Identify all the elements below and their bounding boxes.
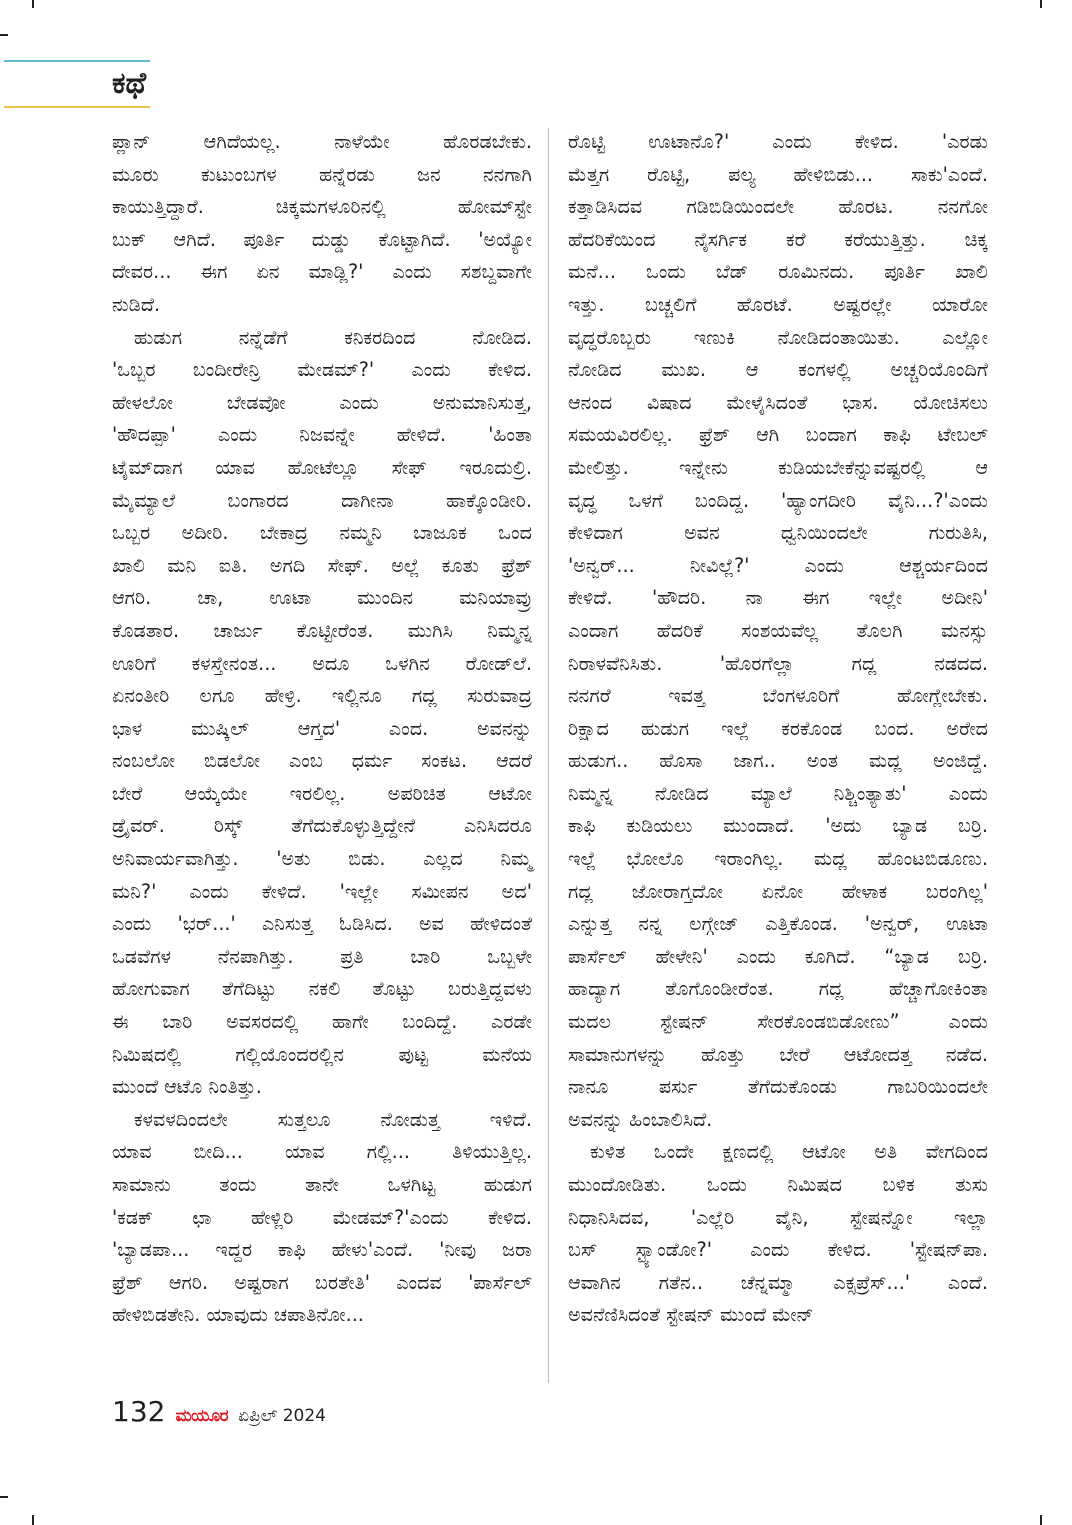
article-line: ಫ್ರೆಶ್ ಆಗರಿ. ಅಷ್ಟರಾಗ ಬರತೇತಿ' ಎಂದವ 'ಪಾರ್ಸೆಲ್ [112, 1270, 532, 1294]
article-line: ಗದ್ಲ ಜೋರಾಗ್ತದೋ ಏನೋ ಹೇಳಾಕ ಬರಂಗಿಲ್ಲ' [568, 879, 988, 903]
page-footer [112, 1392, 326, 1432]
article-line: ಮೂರು ಕುಟುಂಬಗಳ ಹನ್ನೆರಡು ಜನ ನನಗಾಗಿ [112, 162, 532, 186]
article-line: ಸಾಮಾನುಗಳನ್ನು ಹೊತ್ತು ಬೇರೆ ಆಟೋದತ್ತ ನಡೆದ. [568, 1042, 988, 1066]
article-line: ಈ ಬಾರಿ ಅವಸರದಲ್ಲಿ ಹಾಗೇ ಬಂದಿದ್ದೆ. ಎರಡೇ [112, 1010, 532, 1034]
crop-mark [0, 34, 8, 36]
article-line: ಹೇಳಲೋ ಬೇಡವೋ ಎಂದು ಅನುಮಾನಿಸುತ್ತ, [112, 390, 532, 414]
column-divider [548, 128, 549, 1383]
article-line: ವೃದ್ಧರೊಬ್ಬರು ಇಣುಕಿ ನೋಡಿದಂತಾಯಿತು. ಎಲ್ಲೋ [568, 325, 988, 349]
article-line: ಎಂದಾಗ ಹೆದರಿಕೆ ಸಂಶಯವೆಲ್ಲ ತೊಲಗಿ ಮನಸ್ಸು [568, 618, 988, 642]
article-line: ಪಾರ್ಸೆಲ್ ಹೇಳೇನಿ' ಎಂದು ಕೂಗಿದೆ. “ಬ್ಯಾಡ ಬರ್ರಿ. [568, 944, 988, 968]
article-line: ಹೋಗುವಾಗ ತೆಗೆದಿಟ್ಟು ನಕಲಿ ತೊಟ್ಟು ಬರುತ್ತಿದ್ದವಳು [112, 977, 532, 1001]
article-column-left [112, 126, 532, 1332]
article-line: ನುಡಿದೆ. [112, 292, 161, 316]
article-line: ಮೇಲಿತ್ತು. ಇನ್ನೇನು ಕುಡಿಯಬೇಕೆನ್ನುವಷ್ಟರಲ್ಲಿ ಆ [568, 455, 988, 479]
article-line: ಮದಲ ಸ್ಟೇಷನ್ ಸೇರಕೊಂಡಬಿಡೋಣು” ಎಂದು [568, 1010, 988, 1034]
article-line: ಹೆದರಿಕೆಯಿಂದ ನೈಸರ್ಗಿಕ ಕರೆ ಕರೆಯುತ್ತಿತ್ತು. ಚಿಕ್ಕ [568, 227, 988, 251]
article-line: 'ಒಬ್ಬರ ಬಂದೀರೇನ್ರಿ ಮೇಡಮ್?' ಎಂದು ಕೇಳಿದ. [112, 358, 532, 382]
article-line: ಒಡವೆಗಳ ನೆನಪಾಗಿತ್ತು. ಪ್ರತಿ ಬಾರಿ ಒಬ್ಬಳೇ [112, 944, 532, 968]
article-line: ಕತ್ತಾಡಿಸಿದವ ಗಡಿಬಿಡಿಯಿಂದಲೇ ಹೊರಟ. ನನಗೋ [568, 195, 988, 219]
article-line: ನಿರಾಳವೆನಿಸಿತು. 'ಹೊರಗೆಲ್ಲಾ ಗದ್ಲ ನಡದದ. [568, 651, 988, 675]
article-line: ಯಾವ ಬೀದಿ... ಯಾವ ಗಲ್ಲಿ... ತಿಳಿಯುತ್ತಿಲ್ಲ. [112, 1140, 532, 1164]
crop-mark [1040, 0, 1042, 8]
article-line: ಮನೆ... ಒಂದು ಬೆಡ್ ರೂಮಿನದು. ಪೂರ್ತಿ ಖಾಲಿ [568, 260, 988, 284]
article-line: ಮುಂದೋಡಿತು. ಒಂದು ನಿಮಿಷದ ಬಳಿಕ ತುಸು [568, 1173, 988, 1196]
article-line: ಮೆತ್ತಗ ರೊಟ್ಟಿ, ಪಲ್ಯ ಹೇಳಿಬಿಡು... ಸಾಕು'ಎಂದೆ. [568, 162, 988, 186]
article-line: 'ಕಡಕ್ ಛಾ ಹೇಳ್ಲಿರಿ ಮೇಡಮ್?'ಎಂದು ಕೇಳಿದ. [112, 1205, 532, 1229]
article-line: ಕಳವಳದಿಂದಲೇ ಸುತ್ತಲೂ ನೋಡುತ್ತ ಇಳಿದೆ. [134, 1107, 532, 1131]
article-line: ಕೇಳಿದೆ. 'ಹೌದರಿ. ನಾ ಈಗ ಇಲ್ಲೇ ಅದೀನಿ' [568, 586, 988, 610]
article-line: ಡ್ರೈವರ್. ರಿಸ್ಕ್ ತೆಗೆದುಕೊಳ್ಳುತ್ತಿದ್ದೇನೆ ಎನಿಸಿದರೂ [112, 814, 532, 838]
article-line: ನಿಮ್ಮನ್ನ ನೋಡಿದ ಮ್ಯಾಲೆ ನಿಶ್ಚಿಂತ್ಯಾತು' ಎಂದು [568, 781, 988, 805]
article-line: ನನಗರೆ ಇವತ್ತ ಬೆಂಗಳೂರಿಗೆ ಹೋಗ್ಲೇಬೇಕು. [568, 684, 988, 708]
article-line: ಬೇರೆ ಆಯ್ಕೆಯೇ ಇರಲಿಲ್ಲ. ಅಪರಿಚಿತ ಆಟೋ [112, 781, 532, 805]
article-line: ಇತ್ತು. ಬಚ್ಚಲಿಗೆ ಹೊರಟೆ. ಅಷ್ಟರಲ್ಲೇ ಯಾರೋ [568, 292, 988, 316]
article-line: ಎನ್ನುತ್ತ ನನ್ನ ಲಗ್ಗೇಜ್ ಎತ್ತಿಕೊಂಡ. 'ಅನ್ವರ್, ಊಟಾ [568, 912, 988, 936]
article-line: ಅವನೆಣಿಸಿದಂತೆ ಸ್ಟೇಷನ್ ಮುಂದೆ ಮೇನ್ [568, 1303, 814, 1327]
article-line: ಕೊಡತಾರ. ಚಾರ್ಜು ಕೊಟ್ಟೀರೆಂತ. ಮುಗಿಸಿ ನಿಮ್ಮನ್ನ [112, 618, 532, 642]
crop-mark [32, 0, 34, 8]
article-line: ಒಬ್ಬರ ಅದೀರಿ. ಬೇಕಾದ್ರ ನಮ್ಮನಿ ಬಾಜೂಕ ಒಂದ [112, 521, 532, 545]
article-line: ಸಾಮಾನು ತಂದು ತಾನೇ ಒಳಗಿಟ್ಟ ಹುಡುಗ [112, 1173, 532, 1196]
article-line: ಮನಿ?' ಎಂದು ಕೇಳಿದೆ. 'ಇಲ್ಲೇ ಸಮೀಪನ ಅದ' [112, 879, 532, 903]
page-number: 132 [112, 1395, 166, 1428]
article-line: ಏನಂತೀರಿ ಲಗೂ ಹೇಳ್ರಿ. ಇಲ್ಲಿನೂ ಗದ್ಲ ಸುರುವಾದ್ರ [112, 684, 532, 708]
article-line: ಕಾಯುತ್ತಿದ್ದಾರೆ. ಚಿಕ್ಕಮಗಳೂರಿನಲ್ಲಿ ಹೋಮ್‌ಸ್ಟೇ [112, 195, 532, 219]
article-line: 'ಬ್ಯಾಡಪಾ... ಇದ್ದರ ಕಾಫಿ ಹೇಳು'ಎಂದೆ. 'ನೀವು ಜರಾ [112, 1238, 532, 1262]
magazine-logo: ಮಯೂರ [175, 1406, 229, 1426]
article-column-right [568, 126, 988, 1332]
article-line: ಬಸ್ ಸ್ಟ್ಯಾಂಡೋ?' ಎಂದು ಕೇಳಿದ. 'ಸ್ಟೇಷನ್‌ಪಾ. [568, 1238, 988, 1262]
article-line: ಹೇಳಿಬಿಡತೇನಿ. ಯಾವುದು ಚಪಾತಿನೋ... [112, 1303, 364, 1327]
crop-mark [0, 1496, 8, 1498]
article-line: ಭಾಳ ಮುಷ್ಕಿಲ್ ಆಗ್ತದ' ಎಂದ. ಅವನನ್ನು [112, 716, 532, 740]
article-line: 'ಹೌದಪ್ಪಾ' ಎಂದು ನಿಜವನ್ನೇ ಹೇಳಿದೆ. 'ಹಿಂತಾ [112, 423, 532, 447]
article-line: ಆನಂದ ವಿಷಾದ ಮೇಳೈಸಿದಂತೆ ಭಾಸ. ಯೋಚಿಸಲು [568, 390, 988, 414]
crop-mark [1040, 1515, 1042, 1525]
article-line: ಮೈಮ್ಯಾಲೆ ಬಂಗಾರದ ದಾಗೀನಾ ಹಾಕ್ಕೊಂಡೀರಿ. [112, 488, 532, 512]
article-line: ಮುಂದೆ ಆಟೊ ನಿಂತಿತ್ತು. [112, 1075, 262, 1099]
article-line: ನಿಮಿಷದಲ್ಲಿ ಗಲ್ಲಿಯೊಂದರಲ್ಲಿನ ಪುಟ್ಟ ಮನೆಯ [112, 1042, 532, 1066]
issue-date: ಏಪ್ರಿಲ್ 2024 [238, 1406, 326, 1426]
article-line: ವೃದ್ಧ ಒಳಗೆ ಬಂದಿದ್ದ. 'ಹ್ಯಾಂಗದೀರಿ ವೈನಿ...?'ಎಂದು [568, 488, 988, 512]
article-line: ಆಗರಿ. ಚಾ, ಊಟಾ ಮುಂದಿನ ಮನಿಯಾವ್ರು [112, 586, 532, 610]
article-line: ಎಂದು 'ಭರ್...' ಎನಿಸುತ್ತ ಓಡಿಸಿದ. ಅವ ಹೇಳಿದಂತೆ [112, 912, 532, 936]
article-line: ಹಾದ್ಯಾಗ ತೊಗೊಂಡೀರೆಂತ. ಗದ್ಲ ಹೆಚ್ಚಾಗೋಕಿಂತಾ [568, 977, 988, 1001]
article-line: ಕುಳಿತ ಒಂದೇ ಕ್ಷಣದಲ್ಲಿ ಆಟೋ ಅತಿ ವೇಗದಿಂದ [590, 1140, 988, 1164]
section-rule-bottom [4, 106, 150, 108]
article-line: ಇಲ್ಲೆ ಭೋಲೊ ಇರಾಂಗಿಲ್ಲ. ಮದ್ಲ ಹೊಂಟಬಿಡೂಣು. [568, 847, 988, 871]
article-line: ನಿಧಾನಿಸಿದವ, 'ಎಲ್ಲೆರಿ ವೈನಿ, ಸ್ಟೇಷನ್ನೋ ಇಲ್ಲಾ [568, 1205, 988, 1229]
article-line: 'ಅನ್ವರ್... ನೀವಿಲ್ಲೆ?' ಎಂದು ಆಶ್ಚರ್ಯದಿಂದ [568, 553, 988, 577]
article-line: ಖಾಲಿ ಮನಿ ಐತಿ. ಅಗದಿ ಸೇಫ್. ಅಲ್ಲೆ ಕೂತು ಫ್ರೆಶ್ [112, 553, 532, 577]
article-line: ನಂಬಲೋ ಬಿಡಲೋ ಎಂಬ ಧರ್ಮ ಸಂಕಟ. ಆದರೆ [112, 749, 532, 773]
article-line: ರೊಟ್ಟಿ ಊಟಾನೊ?' ಎಂದು ಕೇಳಿದ. 'ಎರಡು [568, 130, 988, 153]
article-line: ಅನಿವಾರ್ಯವಾಗಿತ್ತು. 'ಅತು ಬಿಡು. ಎಲ್ಲದ ನಿಮ್ಮ [112, 847, 532, 871]
article-line: ಅವನನ್ನು ಹಿಂಬಾಲಿಸಿದೆ. [568, 1107, 713, 1131]
section-label: ಕಥೆ [112, 66, 147, 101]
crop-mark [32, 1515, 34, 1525]
article-line: ಹುಡುಗ ನನ್ನೆಡೆಗೆ ಕನಿಕರದಿಂದ ನೋಡಿದ. [134, 325, 532, 349]
article-line: ನಾನೂ ಪರ್ಸು ತೆಗೆದುಕೊಂಡು ಗಾಬರಿಯಿಂದಲೇ [568, 1075, 988, 1099]
article-line: ದೇವರ... ಈಗ ಏನ ಮಾಡ್ಲಿ?' ಎಂದು ಸಶಬ್ದವಾಗೇ [112, 260, 532, 284]
article-line: ಪ್ಲಾನ್ ಆಗಿದೆಯಲ್ಲ. ನಾಳೆಯೇ ಹೊರಡಬೇಕು. [112, 130, 532, 153]
article-line: ಬುಕ್ ಆಗಿದೆ. ಪೂರ್ತಿ ದುಡ್ಡು ಕೊಟ್ಟಾಗಿದೆ. 'ಅಯ್ಯೋ [112, 227, 532, 251]
article-line: ಟೈಮ್‌ದಾಗ ಯಾವ ಹೋಟೆಲ್ಲೂ ಸೇಫ್ ಇರೂದುಲ್ರಿ. [112, 455, 532, 479]
article-line: ಆವಾಗಿನ ಗತೆನ.. ಚೆನ್ನಮ್ಮಾ ಎಕ್ಸಪ್ರೆಸ್...' ಎಂದೆ. [568, 1270, 988, 1294]
article-line: ಊರಿಗೆ ಕಳಸ್ತೇನಂತ... ಅದೂ ಒಳಗಿನ ರೋಡ್‌ಲೆ. [112, 651, 532, 675]
article-line: ಕೇಳಿದಾಗ ಅವನ ಧ್ವನಿಯಿಂದಲೇ ಗುರುತಿಸಿ, [568, 521, 988, 545]
article-line: ಕಾಫಿ ಕುಡಿಯಲು ಮುಂದಾದೆ. 'ಅದು ಬ್ಯಾಡ ಬರ್ರಿ. [568, 814, 988, 838]
article-line: ನೋಡಿದ ಮುಖ. ಆ ಕಂಗಳಲ್ಲಿ ಅಚ್ಚರಿಯೊಂದಿಗೆ [568, 358, 988, 382]
article-line: ಸಮಯವಿರಲಿಲ್ಲ. ಫ್ರೆಶ್ ಆಗಿ ಬಂದಾಗ ಕಾಫಿ ಟೇಬಲ್ [568, 423, 988, 447]
article-line: ಹುಡುಗ.. ಹೊಸಾ ಜಾಗ.. ಅಂತ ಮದ್ಲ ಅಂಜಿದ್ದೆ. [568, 749, 988, 773]
article-line: ರಿಕ್ಷಾದ ಹುಡುಗ ಇಲ್ಲೆ ಕರಕೊಂಡ ಬಂದ. ಅರೇದ [568, 716, 988, 740]
